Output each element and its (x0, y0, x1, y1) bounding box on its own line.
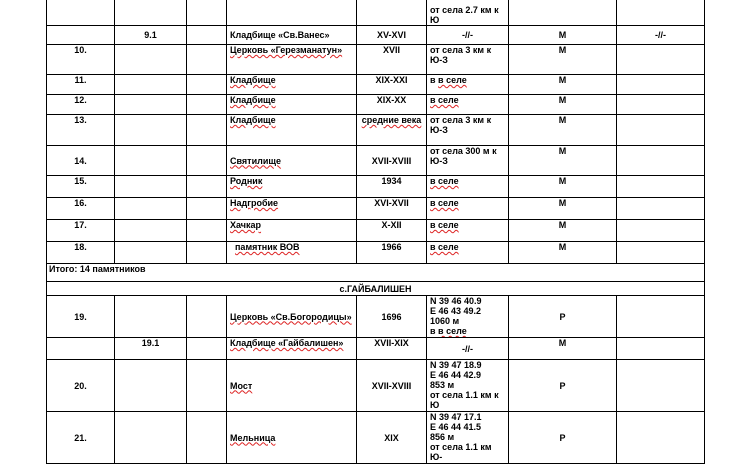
table-row (47, 45, 705, 75)
table-row (47, 220, 705, 242)
number-cell: 12. (47, 95, 115, 115)
category-cell: М (509, 115, 617, 146)
name-cell: Святилище (227, 146, 357, 176)
name-cell: Мост (227, 360, 357, 412)
location-cell: в селе (427, 220, 509, 242)
note-cell (617, 0, 705, 26)
number-cell: 17. (47, 220, 115, 242)
location-cell: от села 3 км к Ю-З (427, 45, 509, 75)
period-cell: 1696 (357, 296, 427, 338)
number-cell (47, 0, 115, 26)
village-title: с.ГАЙБАЛИШЕН (339, 283, 412, 294)
period-cell: XIX-XX (357, 95, 427, 115)
category-cell: М (509, 26, 617, 45)
table-row (47, 95, 705, 115)
sub-number-cell: 19.1 (115, 338, 187, 360)
name-cell: Кладбище (227, 115, 357, 146)
total-label: Итого: 14 памятников (49, 264, 146, 274)
name-cell: Хачкар (227, 220, 357, 242)
table-row (47, 146, 705, 176)
period-cell: 1934 (357, 176, 427, 198)
name-cell: Церковь «Герезманатун» (227, 45, 357, 75)
category-cell: М (509, 45, 617, 75)
number-cell: 19. (47, 296, 115, 338)
location-cell: в селе (427, 176, 509, 198)
name-cell: Церковь «Св.Богородицы» (227, 296, 357, 338)
period-cell: XIX (357, 412, 427, 464)
note-cell: -//- (617, 26, 705, 45)
table-row (47, 115, 705, 146)
number-cell: 14. (47, 146, 115, 176)
total-row (47, 264, 705, 282)
category-cell: М (509, 176, 617, 198)
table-row (47, 360, 705, 412)
category-cell: М (509, 95, 617, 115)
table-row (47, 338, 705, 360)
category-cell (509, 0, 617, 26)
number-cell: 15. (47, 176, 115, 198)
location-cell: в в селе (427, 75, 509, 95)
location-cell: от села 300 м к Ю-З (427, 146, 509, 176)
monuments-table (46, 0, 705, 464)
period-cell: XVII-XVIII (357, 360, 427, 412)
name-cell: памятник ВОВ (227, 242, 357, 264)
category-cell: Р (509, 296, 617, 338)
location-cell: в селе (427, 242, 509, 264)
table-row (47, 198, 705, 220)
table-row (47, 296, 705, 338)
number-cell: 13. (47, 115, 115, 146)
period-cell: XVI-XVII (357, 198, 427, 220)
village-header-row (47, 282, 705, 296)
number-cell: 10. (47, 45, 115, 75)
location-cell: N 39 47 18.9 E 46 44 42.9 853 м от села 1.1 км к Ю (427, 360, 509, 412)
table-row (47, 176, 705, 198)
period-cell: X-XII (357, 220, 427, 242)
category-cell: М (509, 146, 617, 176)
number-cell: 18. (47, 242, 115, 264)
category-cell: М (509, 242, 617, 264)
table-row (47, 75, 705, 95)
name-cell (227, 0, 357, 26)
location-cell: -//- (427, 26, 509, 45)
category-cell: М (509, 75, 617, 95)
period-cell: средние века (357, 115, 427, 146)
period-cell (357, 0, 427, 26)
period-cell: XV-XVI (357, 26, 427, 45)
period-cell: XVII-XIX (357, 338, 427, 360)
table-row (47, 26, 705, 45)
name-cell: Родник (227, 176, 357, 198)
period-cell: XIX-XXI (357, 75, 427, 95)
location-cell: в селе (427, 95, 509, 115)
number-cell: 16. (47, 198, 115, 220)
category-cell: М (509, 220, 617, 242)
name-cell: Кладбище «Св.Ванес» (227, 26, 357, 45)
period-cell: XVII-XVIII (357, 146, 427, 176)
category-cell: Р (509, 412, 617, 464)
location-cell: в селе (427, 198, 509, 220)
table-row (47, 242, 705, 264)
number-cell: 11. (47, 75, 115, 95)
sub-number-cell (115, 0, 187, 26)
table-row (47, 0, 705, 26)
number-cell: 21. (47, 412, 115, 464)
category-cell: М (509, 198, 617, 220)
sub-number-cell: 9.1 (115, 26, 187, 45)
number-cell: 20. (47, 360, 115, 412)
period-cell: 1966 (357, 242, 427, 264)
location-cell: -//- (427, 338, 509, 360)
location-cell: от села 3 км к Ю-З (427, 115, 509, 146)
name-cell: Надгробие (227, 198, 357, 220)
name-cell: Кладбище (227, 95, 357, 115)
name-cell: Кладбище (227, 75, 357, 95)
category-cell: Р (509, 360, 617, 412)
location-cell: N 39 47 17.1 E 46 44 41.5 856 м от села 1.1 км Ю- (427, 412, 509, 464)
category-cell: М (509, 338, 617, 360)
location-cell: от села 2.7 км к Ю (427, 0, 509, 26)
name-cell: Мельница (227, 412, 357, 464)
table-row (47, 412, 705, 464)
period-cell: XVII (357, 45, 427, 75)
location-cell: N 39 46 40.9 E 46 43 49.2 1060 м в в селе (427, 296, 509, 338)
name-cell: Кладбище «Гайбалишен» (227, 338, 357, 360)
